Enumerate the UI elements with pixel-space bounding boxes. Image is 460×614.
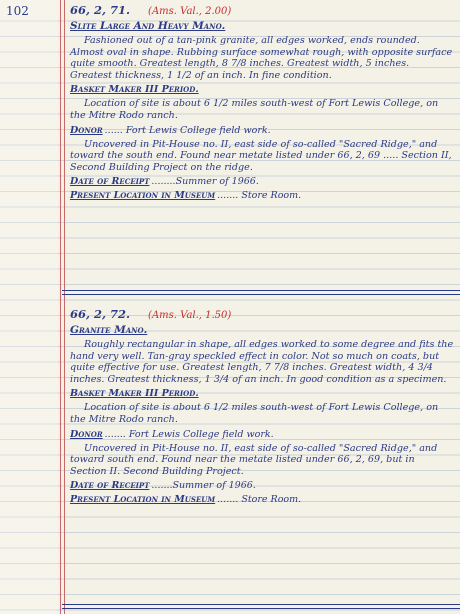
catalog-entry xyxy=(70,307,454,507)
appraised-value: (Ams. Val., 1.50) xyxy=(148,310,232,321)
donor-label: Donor xyxy=(70,124,103,136)
receipt-label: Date of Receipt xyxy=(70,480,150,492)
site-location: Location of site is about 6 1/2 miles south-west of Fort Lewis College, on the Mitre Rodo ranch. xyxy=(70,402,439,425)
donor-label: Donor xyxy=(70,428,103,440)
receipt-label: Date of Receipt xyxy=(70,176,150,188)
uncovered-note: Uncovered in Pit-House no. II, east side of so-called "Sacred Ridge," and toward south end. Found near the metate listed under 66, 2, 69, but in Section II. Second Building Project. xyxy=(70,442,438,477)
specimen-description: Fashioned out of a tan-pink granite, all edges worked, ends rounded. Almost oval in shape. Rubbing surface somewhat rough, with opposite surface quite smooth. Greatest length, 8 7/8 inches. Greatest width, 5 inches. Greatest thickness, 1 1/2 of an inch. In fine condition. xyxy=(70,35,453,81)
period-label: Basket Maker III Period. xyxy=(70,84,199,96)
entry-header xyxy=(70,307,454,323)
donor-line xyxy=(70,124,454,138)
receipt-line xyxy=(70,175,454,189)
catalog-number: 66, 2, 72. xyxy=(70,307,131,321)
catalog-entry xyxy=(70,3,454,203)
museum-line xyxy=(70,493,454,507)
appraised-value: (Ams. Val., 2.00) xyxy=(148,6,232,17)
specimen-title: Granite Mano. xyxy=(70,324,148,336)
left-gutter xyxy=(0,0,58,614)
donor-dots: ....... xyxy=(104,428,126,440)
donor-line xyxy=(70,428,454,442)
site-location: Location of site is about 6 1/2 miles south-west of Fort Lewis College, on the Mitre Rodo ranch. xyxy=(70,98,439,121)
receipt-dots: ........ xyxy=(151,176,176,188)
receipt-value: Summer of 1966. xyxy=(172,480,256,492)
specimen-description: Roughly rectangular in shape, all edges worked to some degree and fits the hand very well. Tan-gray speckled effect in color. Not so much on coats, but quite effective for use. Greatest length, 7 7/8 inches. Greatest width, 4 3/4 inches. Greatest thickness, 1 3/4 of an inch. In good condition as a specimen. xyxy=(70,339,454,385)
museum-dots: ....... xyxy=(217,494,239,506)
receipt-dots: ....... xyxy=(151,480,173,492)
museum-value: Store Room. xyxy=(241,190,302,202)
catalog-number: 66, 2, 71. xyxy=(70,3,131,17)
museum-line xyxy=(70,189,454,203)
specimen-title: Slite Large And Heavy Mano. xyxy=(70,20,226,32)
page-number: 102 xyxy=(6,4,29,18)
museum-dots: ....... xyxy=(217,190,239,202)
museum-label: Present Location in Museum xyxy=(70,190,216,202)
receipt-value: Summer of 1966. xyxy=(175,176,259,188)
donor-value: Fort Lewis College field work. xyxy=(128,428,274,440)
donor-dots: ...... xyxy=(104,124,123,136)
entry-divider xyxy=(62,604,460,609)
margin-line xyxy=(60,0,65,614)
period-label: Basket Maker III Period. xyxy=(70,388,199,400)
museum-value: Store Room. xyxy=(241,494,302,506)
entry-divider xyxy=(62,290,460,295)
receipt-line xyxy=(70,479,454,493)
donor-value: Fort Lewis College field work. xyxy=(125,124,271,136)
uncovered-note: Uncovered in Pit-House no. II, east side of so-called "Sacred Ridge," and toward the south end. Found near metate listed under 66, 2, 69 ..... Section II, Second Building Project on the ridge. xyxy=(70,138,452,173)
entry-header xyxy=(70,3,454,19)
museum-label: Present Location in Museum xyxy=(70,494,216,506)
